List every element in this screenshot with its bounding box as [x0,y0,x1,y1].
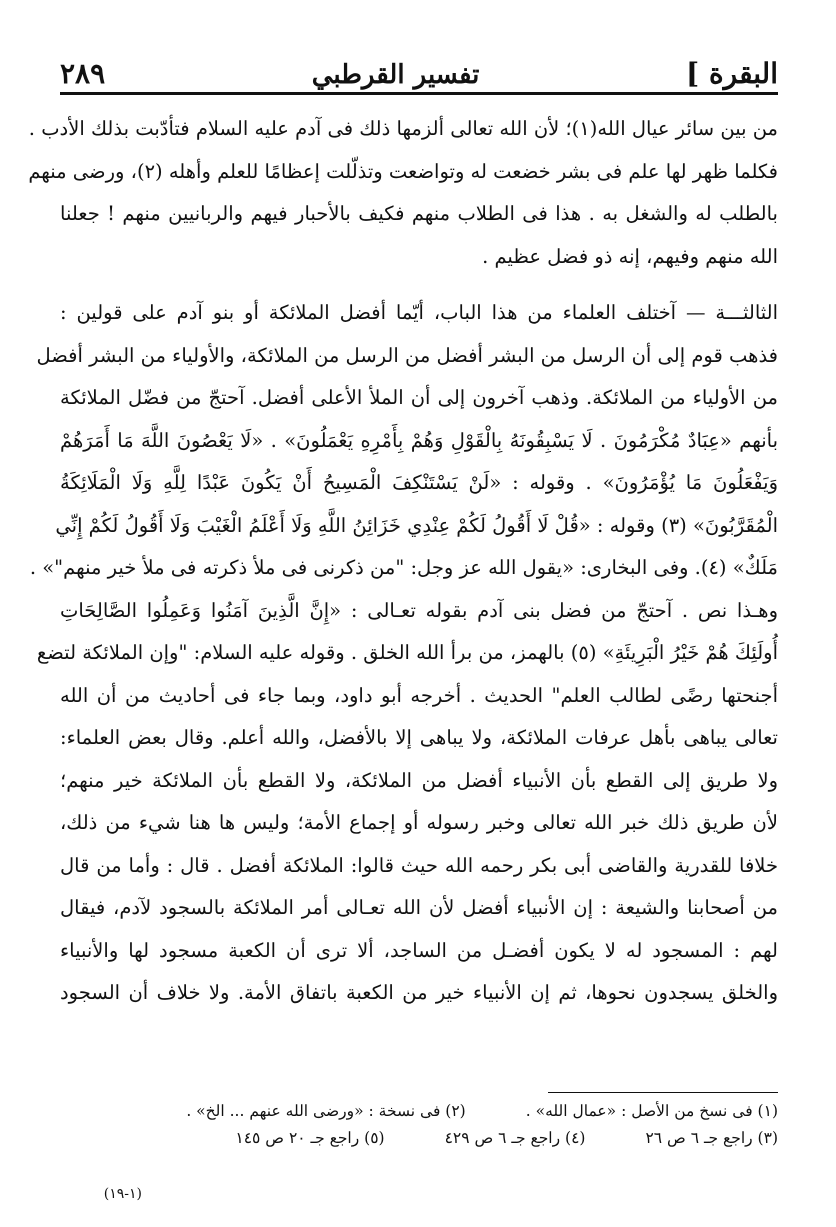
text-line: لهم : المسجود له لا يكون أفضـل من الساجد، ألا ترى أن الكعبة مسجود لها والأنبياء [60,938,778,962]
text-line: لأن طريق ذلك خبر الله تعالى وخبر رسوله أو إجماع الأمة؛ وليس ها هنا شيء من ذلك، [60,811,778,834]
text-line: مَلَكٌ» (٤). وفى البخارى: «يقول الله عز وجل: "من ذكرنى فى ملأ ذكرته فى ملأ خير منهم"» . [29,556,778,579]
footnote: (٤) راجع جـ ٦ ص ٤٢٩ [444,1129,586,1147]
paragraph-gap [60,278,778,292]
text-line: فكلما ظهر لها علم فى بشر خضعت له وتواضعت وتذلّلت إعظامًا للعلم وأهله (٢)، ورضى منهم [28,159,778,183]
text-line: فذهب قوم إلى أن الرسل من البشر أفضل من الرسل من الملائكة، والأولياء من البشر أفضل [36,343,778,367]
text-line: أُولَئِكَ هُمْ خَيْرُ الْبَرِيئَةِ» (٥) بالهمز، من برأ الله الخلق . وقوله عليه السلام: "وإن الملائكة لتضع [36,641,778,664]
page-number: ٢٨٩ [60,57,106,90]
text-line: ولا طريق إلى القطع بأن الأنبياء أفضل من الملائكة، ولا القطع بأن الملائكة خير منهم؛ [60,768,778,792]
text-line: تعالى يباهى بأهل عرفات الملائكة، ولا يباهى إلا بالأفضل، والله أعلم. وقال بعض العلماء: [60,726,778,749]
main-text [28,108,778,1015]
footnote-row [100,1125,778,1152]
footnote: (٥) راجع جـ ٢٠ ص ١٤٥ [235,1129,385,1147]
text-line: من أصحابنا والشيعة : إن الأنبياء أفضل لأن الله تعـالى أمر الملائكة بالسجود لآدم، فيقال [60,896,778,919]
text-line: الثالثـــة — آختلف العلماء من هذا الباب، أيّما أفضل الملائكة أو بنو آدم على قولين : [60,301,778,324]
page-header [60,40,778,90]
footnote: (٣) راجع جـ ٦ ص ٢٦ [645,1129,778,1147]
text-line: الله منهم وفيهم، إنه ذو فضل عظيم . [482,244,778,268]
text-line: بأنهم «عِبَادٌ مُكْرَمُونَ . لَا يَسْبِقُونَهُ بِالْقَوْلِ وَهُمْ بِأَمْرِهِ يَعْمَلُونَ» . «لَا يَعْصُونَ اللَّهَ مَا أَمَرَهُمْ [60,428,778,452]
text-line: والخلق يسجدون نحوها، ثم إن الأنبياء خير من الكعبة باتفاق الأمة. ولا خلاف أن السجود [60,981,778,1004]
footnote: (٢) فى نسخة : «ورضى الله عنهم ... الخ» . [186,1102,466,1120]
footnote-row [100,1098,778,1125]
text-line: بالطلب له والشغل به . هذا فى الطلاب منهم فكيف بالأحبار فيهم والربانيين منهم ! جعلنا [60,202,778,225]
header-rule [60,92,778,95]
text-line: خلافا للقدرية والقاضى أبى بكر رحمه الله حيث قالوا: الملائكة أفضل . قال : وأما من قال [60,853,778,877]
surah-name: البقرة ] [685,57,778,90]
text-line: وَيَفْعَلُونَ مَا يُؤْمَرُونَ» . وقوله : «لَنْ يَسْتَنْكِفَ الْمَسِيحُ أَنْ يَكُونَ عَبْدًا لِلَّهِ وَلَا الْمَلَائِكَةُ [60,471,778,494]
text-line: من بين سائر عيال الله(١)؛ لأن الله تعالى ألزمها ذلك فى آدم عليه السلام فتأدّبت بذلك الأدب . [28,117,778,140]
text-line: وهـذا نص . آحتجّ من فضل بنى آدم بقوله تعـالى : «إِنَّ الَّذِينَ آمَنُوا وَعَمِلُوا الصَّالِحَاتِ [60,598,778,622]
printer-signature: (١-١٩) [103,1186,142,1202]
text-line: من الأولياء من الملائكة. وذهب آخرون إلى أن الملأ الأعلى أفضل. آحتجّ من فضّل الملائكة [60,386,778,409]
text-line: الْمُقَرَّبُونَ» (٣) وقوله : «قُلْ لَا أَقُولُ لَكُمْ عِنْدِي خَزَائِنُ اللَّهِ وَلَا أَعْلَمُ الْغَيْبَ وَلَا أَقُولُ لَكُمْ إِنِّي [55,513,778,537]
footnote: (١) فى نسخ من الأصل : «عمال الله» . [525,1102,778,1120]
footnote-rule [548,1092,778,1093]
book-title: تفسير القرطبي [311,60,480,90]
text-line: أجنحتها رضًى لطالب العلم" الحديث . أخرجه أبو داود، وبما جاء فى أحاديث من أن الله [60,683,778,707]
footnotes [100,1098,778,1152]
